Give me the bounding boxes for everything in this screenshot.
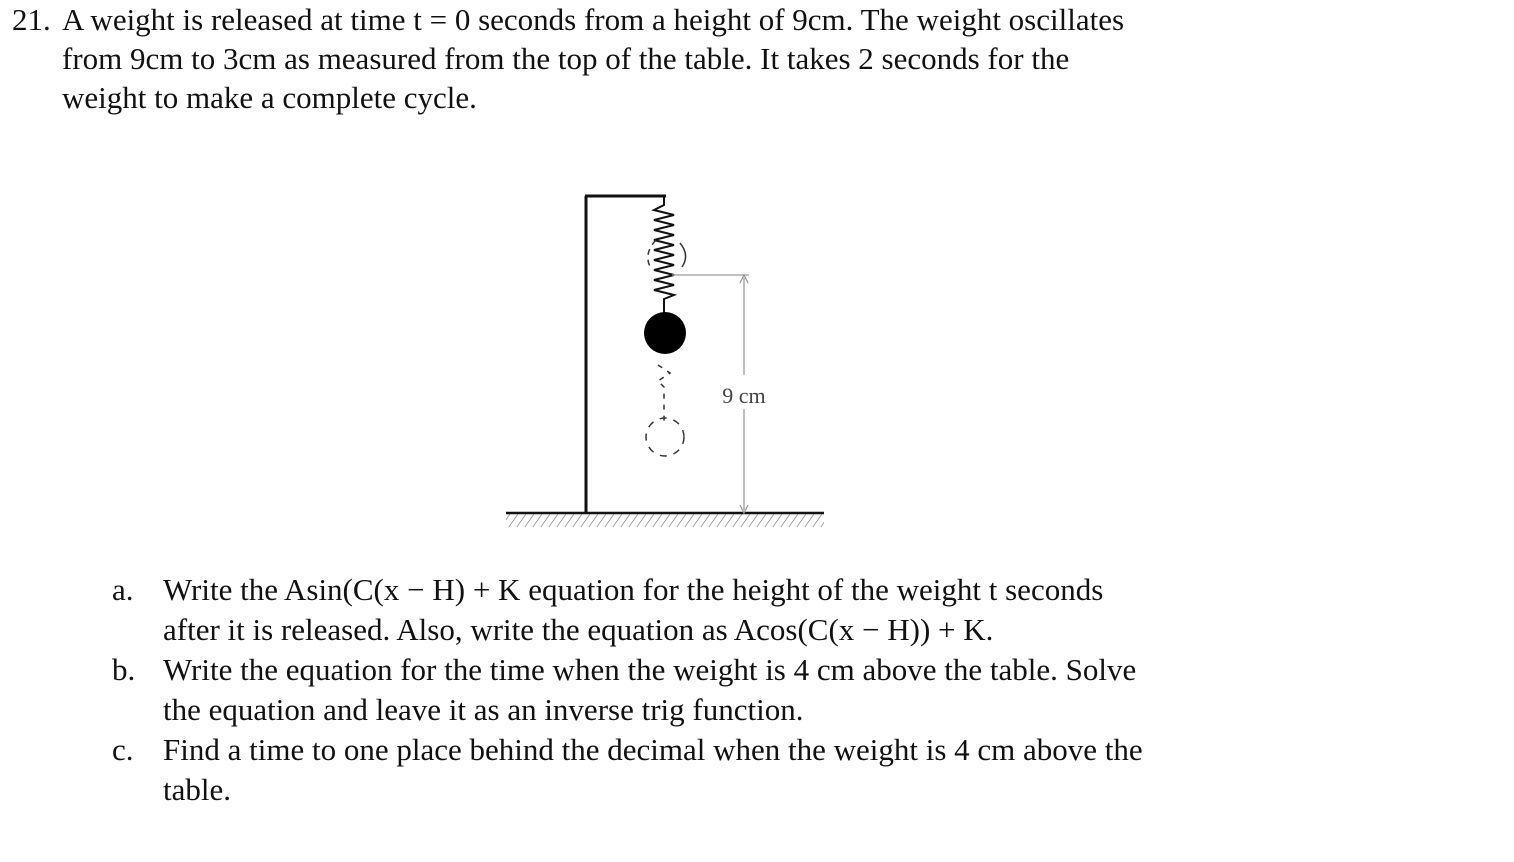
part-c-line-1: Find a time to one place behind the decimal when the weight is 4 cm above the [163,732,1143,767]
problem-line-3: weight to make a complete cycle. [62,80,477,115]
part-a-letter: a. [112,572,134,607]
part-a-line-1: Write the Asin(C(x − H) + K equation for the height of the weight t seconds [163,572,1104,607]
spring-weight-diagram [500,185,830,530]
weight-ball [644,312,686,354]
problem-line-1 [12,0,1492,39]
table-hatching [506,513,824,527]
part-c-line-2: table. [163,772,231,807]
problem-number: 21. [12,2,51,37]
part-b-letter: b. [112,652,136,687]
part-a [108,570,1308,650]
spring-motion-arc-right [680,243,686,267]
weight-ball-lower-position [646,418,684,456]
spring [654,196,674,315]
part-b-line-2: the equation and leave it as an inverse trig function. [163,692,804,727]
part-b [108,650,1308,730]
problem-line-2: from 9cm to 3cm as measured from the top of the table. It takes 2 seconds for the [62,41,1070,76]
question-parts [108,570,1308,810]
spring-weight-figure [500,185,830,530]
part-b-line-1: Write the equation for the time when the weight is 4 cm above the table. Solve [163,652,1137,687]
problem-text-line-1: A weight is released at time t = 0 seconds from a height of 9cm. The weight oscillates [62,2,1125,37]
part-c-letter: c. [112,732,134,767]
part-c [108,730,1308,810]
part-a-line-2: after it is released. Also, write the equation as Acos(C(x − H)) + K. [163,612,994,647]
problem-statement [12,0,1492,117]
spring-motion-arc-left [648,240,656,270]
height-label: 9 cm [722,383,766,408]
spring-extension-dashed [658,365,670,421]
